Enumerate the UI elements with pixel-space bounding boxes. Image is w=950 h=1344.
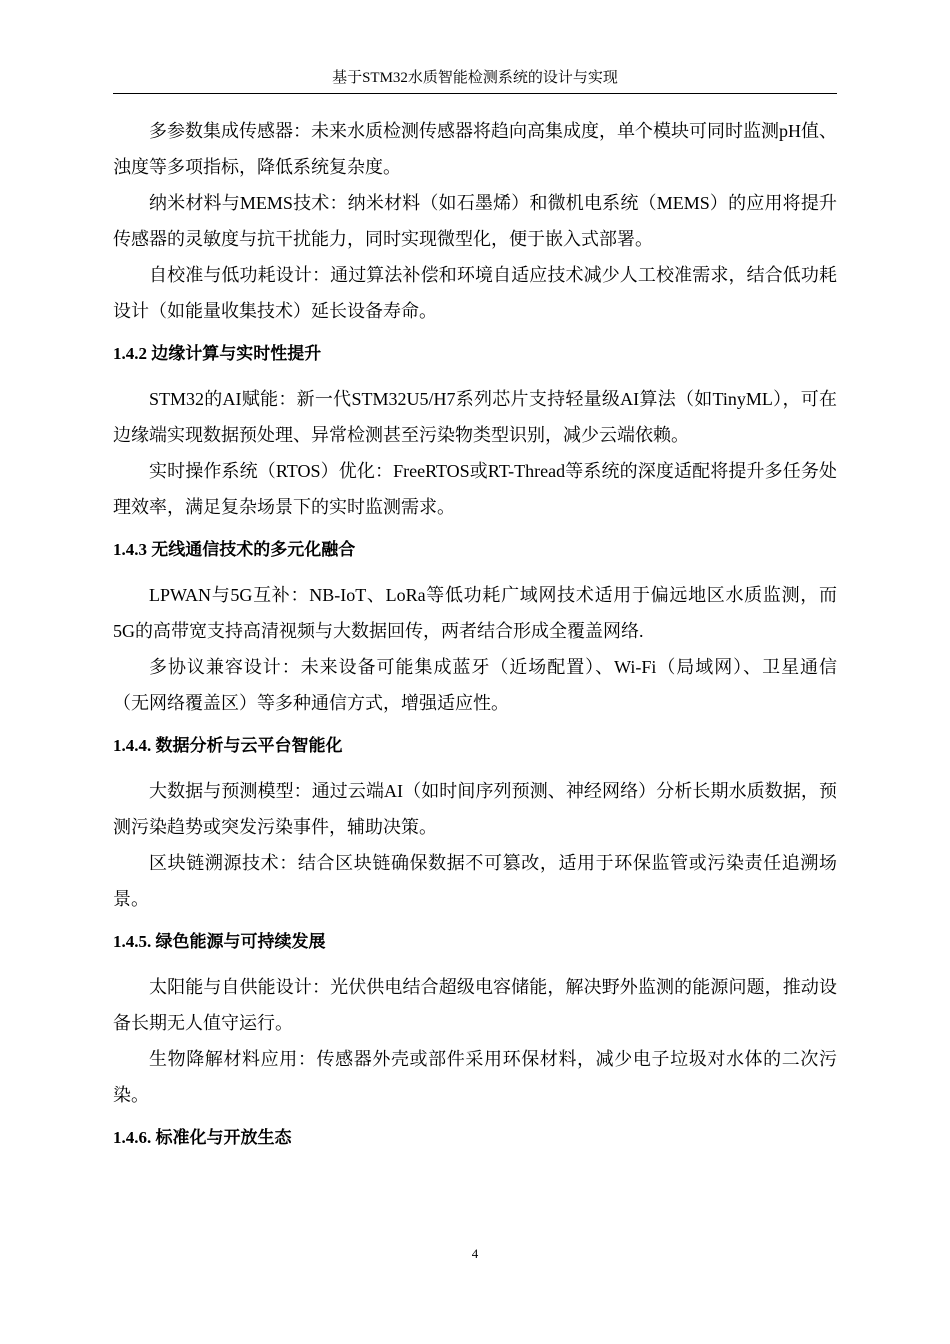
section-heading: 1.4.6. 标准化与开放生态 <box>113 1128 292 1147</box>
paragraph: 纳米材料与MEMS技术：纳米材料（如石墨烯）和微机电系统（MEMS）的应用将提升传感器的灵敏度与抗干扰能力，同时实现微型化，便于嵌入式部署。 <box>113 193 837 249</box>
paragraph: 区块链溯源技术：结合区块链确保数据不可篡改，适用于环保监管或污染责任追溯场景。 <box>113 853 837 909</box>
paragraph: LPWAN与5G互补：NB-IoT、LoRa等低功耗广域网技术适用于偏远地区水质监测，而5G的高带宽支持高清视频与大数据回传，两者结合形成全覆盖网络. <box>113 585 837 641</box>
page-number: 4 <box>471 1246 479 1261</box>
paragraph: 多参数集成传感器：未来水质检测传感器将趋向高集成度，单个模块可同时监测pH值、浊度等多项指标，降低系统复杂度。 <box>113 121 837 177</box>
section-heading: 1.4.3 无线通信技术的多元化融合 <box>113 540 356 559</box>
paragraph: 太阳能与自供能设计：光伏供电结合超级电容储能，解决野外监测的能源问题，推动设备长期无人值守运行。 <box>113 977 837 1033</box>
running-header: 基于STM32水质智能检测系统的设计与实现 <box>113 67 837 94</box>
section-heading: 1.4.2 边缘计算与实时性提升 <box>113 344 322 363</box>
paragraph: 自校准与低功耗设计：通过算法补偿和环境自适应技术减少人工校准需求，结合低功耗设计（如能量收集技术）延长设备寿命。 <box>113 265 837 321</box>
paragraph: 实时操作系统（RTOS）优化：FreeRTOS或RT-Thread等系统的深度适配将提升多任务处理效率，满足复杂场景下的实时监测需求。 <box>113 461 837 517</box>
paragraph: STM32的AI赋能：新一代STM32U5/H7系列芯片支持轻量级AI算法（如TinyML），可在边缘端实现数据预处理、异常检测甚至污染物类型识别，减少云端依赖。 <box>113 389 837 445</box>
paragraph: 大数据与预测模型：通过云端AI（如时间序列预测、神经网络）分析长期水质数据，预测污染趋势或突发污染事件，辅助决策。 <box>113 781 837 837</box>
paragraph: 生物降解材料应用：传感器外壳或部件采用环保材料，减少电子垃圾对水体的二次污染。 <box>113 1049 837 1105</box>
paragraph: 多协议兼容设计：未来设备可能集成蓝牙（近场配置）、Wi-Fi（局域网）、卫星通信（无网络覆盖区）等多种通信方式，增强适应性。 <box>113 657 837 713</box>
section-heading: 1.4.5. 绿色能源与可持续发展 <box>113 932 326 951</box>
section-heading: 1.4.4. 数据分析与云平台智能化 <box>113 736 343 755</box>
page-content <box>113 113 837 1165</box>
